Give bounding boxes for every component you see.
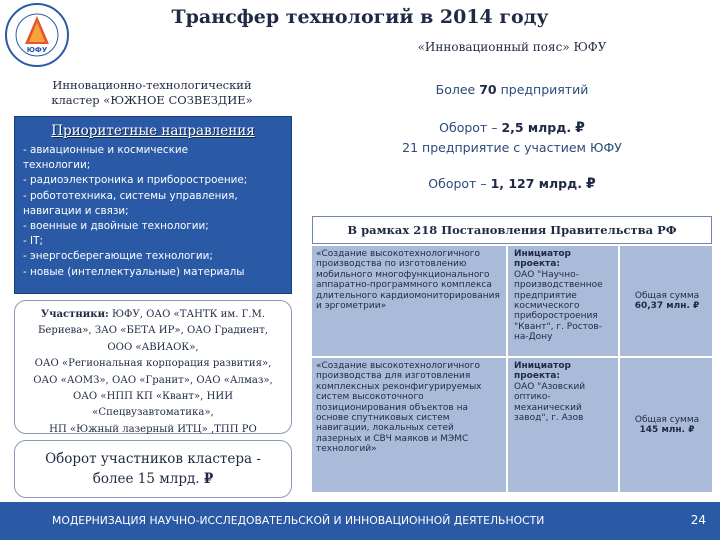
- belt-participation-stat: 21 предприятие с участием ЮФУ: [402, 140, 622, 155]
- belt-title: «Инновационный пояс» ЮФУ: [417, 40, 607, 54]
- turnover1-value: 2,5 млрд.: [501, 120, 572, 135]
- cluster-title-line2: кластер «ЮЖНОЕ СОЗВЕЗДИЕ»: [51, 93, 253, 107]
- ruble-icon: ₽: [585, 176, 596, 192]
- members-line: ООО «АВИАОК»,: [107, 341, 199, 353]
- priorities-heading: Приоритетные направления: [51, 123, 255, 139]
- priority-item: - IT;: [23, 235, 43, 248]
- members-line: ОАО «НПП КП «Квант», НИИ: [72, 391, 234, 403]
- members-panel: [14, 300, 292, 434]
- priority-item: - энергосберегающие технологии;: [23, 250, 213, 263]
- project-initiator: [510, 246, 620, 356]
- table-row: [312, 246, 712, 356]
- logo-text: ЮФУ: [26, 46, 48, 54]
- belt-enterprises-stat: [312, 82, 712, 97]
- members-line: ОАО «Региональная корпорация развития»,: [34, 358, 272, 370]
- page-title: Трансфер технологий в 2014 году: [171, 6, 549, 28]
- project-amount: [622, 246, 712, 356]
- priority-item: технологии;: [23, 159, 91, 172]
- priority-item: - новые (интеллектуальные) материалы: [23, 265, 245, 278]
- cluster-title-line1: Инновационно-технологический: [52, 78, 252, 92]
- enterprises-suffix: предприятий: [500, 82, 589, 97]
- amount-value: 145 млн.: [639, 425, 686, 435]
- project-description: «Создание высокотехнологичного производства по изготовлению мобильного многофункционального аппаратно-программного комплекса длительного кардиомониторирования и эргометрии»: [312, 246, 508, 356]
- project-amount: [622, 358, 712, 492]
- table-row: [312, 358, 712, 492]
- priority-item: - военные и двойные технологии;: [23, 220, 209, 233]
- enterprises-count: 70: [479, 82, 497, 97]
- ruble-icon: ₽: [203, 471, 214, 487]
- priority-item: - авиационные и космические: [23, 144, 188, 156]
- table-heading: В рамках 218 Постановления Правительства РФ: [312, 216, 712, 244]
- initiator-label: Инициатор проекта:: [514, 249, 571, 270]
- cluster-turnover-line2: более 15 млрд.: [92, 471, 200, 487]
- turnover2-prefix: Оборот –: [428, 176, 487, 191]
- amount-value-wrap: [635, 301, 700, 311]
- priorities-panel: [14, 116, 292, 294]
- cluster-turnover-line1: Оборот участников кластера -: [45, 451, 261, 467]
- members-line: ЮФУ, ОАО «ТАНТК им. Г.М.: [112, 309, 266, 320]
- initiator-name: ОАО "Научно-производственное предприятие космического приборостроения "Квант", г. Ростов-на-Дону: [514, 269, 603, 343]
- amount-value: 60,37 млн.: [634, 301, 690, 311]
- participation-turnover-stat: [312, 176, 712, 192]
- project-initiator: [510, 358, 620, 492]
- amount-label: Общая сумма: [634, 290, 700, 301]
- initiator-label: Инициатор проекта:: [514, 361, 571, 382]
- members-line-first: [21, 307, 285, 323]
- footer-bar: [0, 502, 720, 540]
- ruble-icon: ₽: [688, 425, 695, 435]
- amount-label: Общая сумма: [634, 414, 700, 425]
- members-line: Бериева», ЗАО «БЕТА ИР», ОАО Градиент,: [38, 325, 268, 337]
- logo-emblem-icon: [4, 2, 70, 68]
- initiator-name: ОАО "Азовский оптико-механический завод", г. Азов: [514, 381, 586, 424]
- page-number: 24: [690, 513, 706, 527]
- cluster-turnover-line2-wrap: [15, 469, 291, 489]
- members-label: Участники:: [40, 309, 109, 320]
- priority-item: - робототехника, системы управления,: [23, 189, 238, 202]
- priority-item: навигации и связи;: [23, 204, 129, 217]
- belt-turnover-stat: [312, 120, 712, 136]
- turnover1-prefix: Оборот –: [439, 120, 498, 135]
- footer-text: МОДЕРНИЗАЦИЯ НАУЧНО-ИССЛЕДОВАТЕЛЬСКОЙ И ИННОВАЦИОННОЙ ДЕЯТЕЛЬНОСТИ: [52, 514, 545, 527]
- university-logo: [4, 2, 70, 68]
- turnover2-value: 1, 127 млрд.: [490, 176, 582, 191]
- members-line: «Спецвузавтоматика»,: [92, 407, 214, 419]
- members-line: ОАО «АОМЗ», ОАО «Гранит», ОАО «Алмаз»,: [33, 374, 273, 386]
- ruble-icon: ₽: [693, 301, 700, 311]
- enterprises-prefix: Более: [435, 82, 476, 97]
- project-description: «Создание высокотехнологичного производства для изготовления комплексных реконфигурируемых систем высокоточного позиционирования объектов на основе спутниковых систем навигации, локальных сетей лазерных и СВЧ маяков и МЭМС технологий»: [312, 358, 508, 492]
- projects-table: [312, 216, 712, 492]
- ruble-icon: ₽: [575, 120, 585, 136]
- amount-value-wrap: [635, 425, 699, 435]
- cluster-turnover-panel: [14, 440, 292, 498]
- cluster-title: [18, 78, 286, 108]
- members-line: НП «Южный лазерный ИТЦ» ,ТПП РО: [49, 423, 257, 435]
- priority-item: - радиоэлектроника и приборостроение;: [23, 174, 248, 187]
